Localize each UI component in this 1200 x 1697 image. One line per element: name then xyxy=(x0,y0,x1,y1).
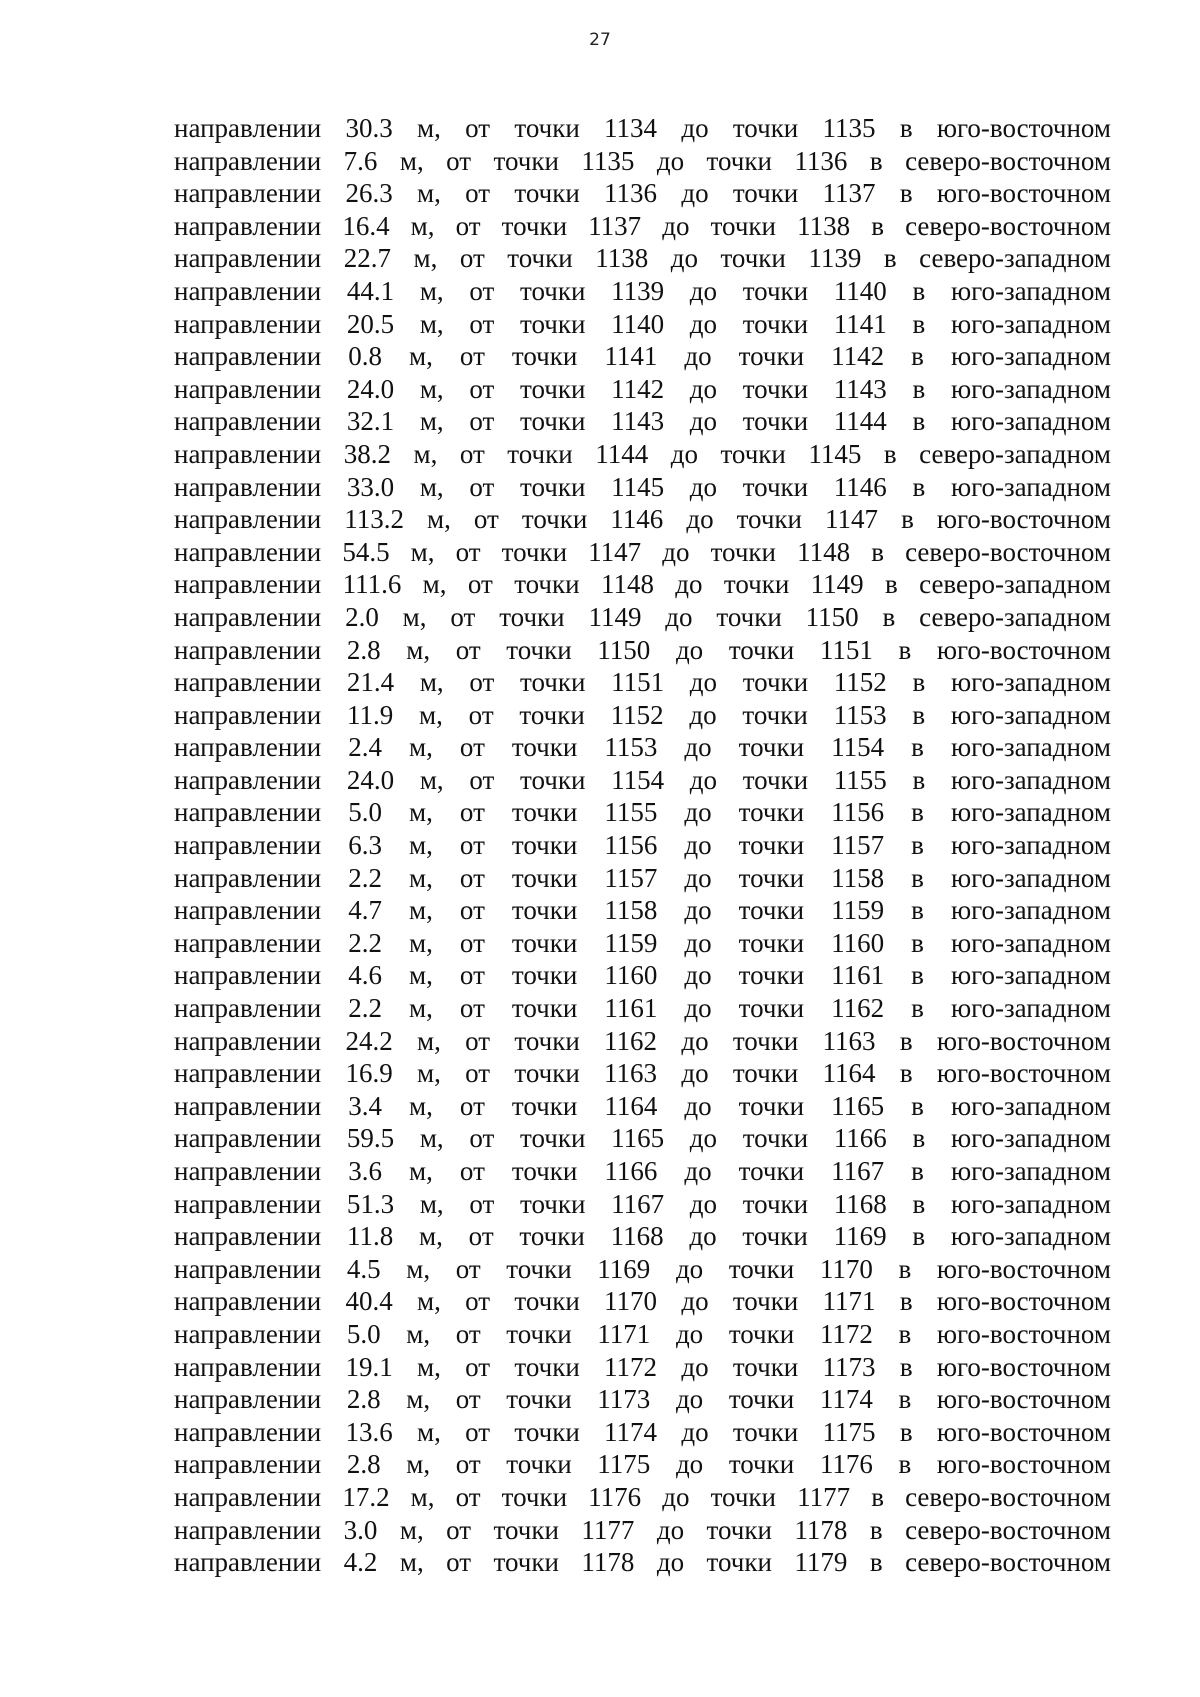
text-line: направлении 4.5 м, от точки 1169 до точки 1170 в юго-восточном xyxy=(174,1253,1111,1284)
text-line: направлении 11.9 м, от точки 1152 до точки 1153 в юго-западном xyxy=(174,699,1111,730)
text-line: направлении 113.2 м, от точки 1146 до точки 1147 в юго-восточном xyxy=(174,504,1111,535)
text-line: направлении 24.0 м, от точки 1154 до точки 1155 в юго-западном xyxy=(174,764,1111,795)
text-line: направлении 21.4 м, от точки 1151 до точки 1152 в юго-западном xyxy=(174,667,1111,698)
text-line: направлении 2.2 м, от точки 1159 до точки 1160 в юго-западном xyxy=(174,927,1111,958)
text-line: направлении 3.6 м, от точки 1166 до точки 1167 в юго-западном xyxy=(174,1156,1111,1186)
text-line: направлении 19.1 м, от точки 1172 до точки 1173 в юго-восточном xyxy=(174,1351,1111,1382)
text-line: направлении 2.8 м, от точки 1175 до точки 1176 в юго-восточном xyxy=(174,1449,1111,1480)
text-line: направлении 24.0 м, от точки 1142 до точки 1143 в юго-западном xyxy=(174,373,1111,404)
text-line: направлении 2.2 м, от точки 1157 до точки 1158 в юго-западном xyxy=(174,862,1111,893)
text-line: направлении 5.0 м, от точки 1155 до точки 1156 в юго-западном xyxy=(174,797,1111,828)
text-line: направлении 32.1 м, от точки 1143 до точки 1144 в юго-западном xyxy=(174,406,1111,437)
text-line: направлении 59.5 м, от точки 1165 до точки 1166 в юго-западном xyxy=(174,1123,1111,1154)
text-line: направлении 11.8 м, от точки 1168 до точки 1169 в юго-западном xyxy=(174,1221,1111,1252)
text-line: направлении 7.6 м, от точки 1135 до точки 1136 в северо-восточном xyxy=(174,145,1111,176)
text-line: направлении 2.4 м, от точки 1153 до точки 1154 в юго-западном xyxy=(174,732,1111,763)
text-line: направлении 6.3 м, от точки 1156 до точки 1157 в юго-западном xyxy=(174,830,1111,861)
text-line: направлении 40.4 м, от точки 1170 до точки 1171 в юго-восточном xyxy=(174,1286,1111,1317)
text-line: направлении 0.8 м, от точки 1141 до точки 1142 в юго-западном xyxy=(174,341,1111,372)
text-line: направлении 5.0 м, от точки 1171 до точки 1172 в юго-восточном xyxy=(174,1318,1111,1349)
text-line: направлении 16.4 м, от точки 1137 до точки 1138 в северо-восточном xyxy=(174,210,1111,241)
text-line: направлении 2.0 м, от точки 1149 до точки 1150 в северо-западном xyxy=(174,601,1111,632)
text-line: направлении 20.5 м, от точки 1140 до точки 1141 в юго-западном xyxy=(174,308,1111,339)
text-line: направлении 17.2 м, от точки 1176 до точки 1177 в северо-восточном xyxy=(174,1481,1111,1512)
text-line: направлении 26.3 м, от точки 1136 до точки 1137 в юго-восточном xyxy=(174,178,1111,209)
text-line: направлении 33.0 м, от точки 1145 до точки 1146 в юго-западном xyxy=(174,471,1111,502)
text-line: направлении 38.2 м, от точки 1144 до точки 1145 в северо-западном xyxy=(174,438,1111,469)
text-line: направлении 2.8 м, от точки 1173 до точки 1174 в юго-восточном xyxy=(174,1384,1111,1415)
text-line: направлении 2.8 м, от точки 1150 до точки 1151 в юго-восточном xyxy=(174,634,1111,665)
text-line: направлении 54.5 м, от точки 1147 до точки 1148 в северо-восточном xyxy=(174,536,1111,567)
text-line: направлении 3.4 м, от точки 1164 до точки 1165 в юго-западном xyxy=(174,1090,1111,1121)
text-line: направлении 4.6 м, от точки 1160 до точки 1161 в юго-западном xyxy=(174,960,1111,991)
text-line: направлении 44.1 м, от точки 1139 до точки 1140 в юго-западном xyxy=(174,275,1111,306)
text-line: направлении 2.2 м, от точки 1161 до точки 1162 в юго-западном xyxy=(174,993,1111,1024)
text-line: направлении 24.2 м, от точки 1162 до точки 1163 в юго-восточном xyxy=(174,1025,1111,1056)
text-line: направлении 4.2 м, от точки 1178 до точки 1179 в северо-восточном xyxy=(174,1547,1111,1578)
text-line: направлении 22.7 м, от точки 1138 до точки 1139 в северо-западном xyxy=(174,243,1111,274)
text-line: направлении 13.6 м, от точки 1174 до точки 1175 в юго-восточном xyxy=(174,1416,1111,1447)
text-line: направлении 30.3 м, от точки 1134 до точки 1135 в юго-восточном xyxy=(174,113,1111,143)
text-line: направлении 4.7 м, от точки 1158 до точки 1159 в юго-западном xyxy=(174,895,1111,926)
text-line: направлении 16.9 м, от точки 1163 до точки 1164 в юго-восточном xyxy=(174,1058,1111,1089)
body-text xyxy=(174,112,1111,1579)
text-line: направлении 51.3 м, от точки 1167 до точки 1168 в юго-западном xyxy=(174,1188,1111,1219)
text-line: направлении 111.6 м, от точки 1148 до точки 1149 в северо-западном xyxy=(174,569,1111,600)
page-number: 27 xyxy=(589,30,611,50)
text-line: направлении 3.0 м, от точки 1177 до точки 1178 в северо-восточном xyxy=(174,1514,1111,1545)
